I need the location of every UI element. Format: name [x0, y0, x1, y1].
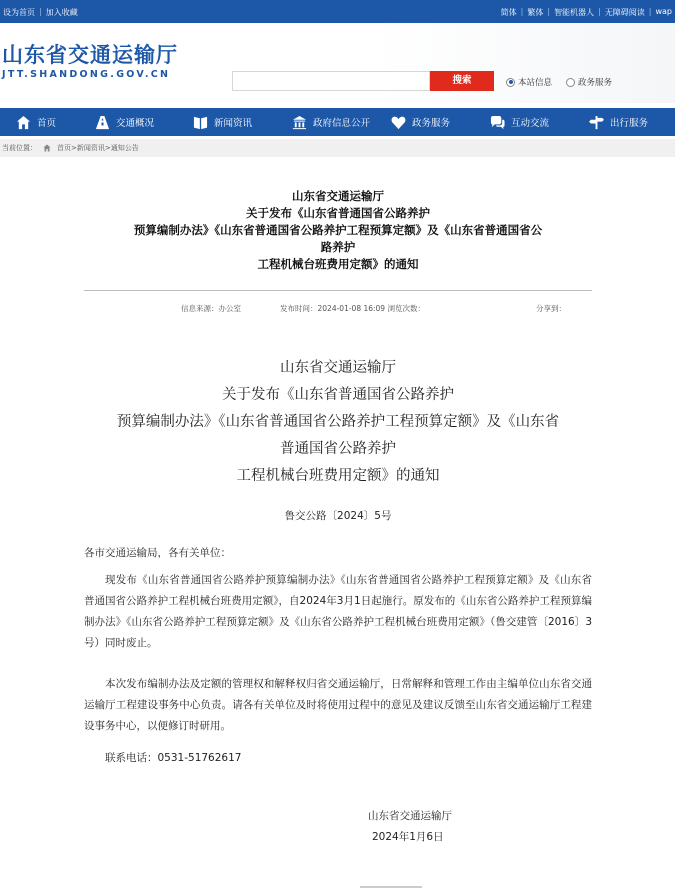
nav-home[interactable] — [16, 108, 56, 136]
accessibility-link[interactable]: 无障碍阅读 — [604, 8, 645, 17]
nav-label: 新闻资讯 — [214, 118, 253, 129]
breadcrumb — [0, 139, 675, 157]
info-source: 信息来源：办公室 — [181, 304, 241, 313]
separator: | — [598, 7, 601, 16]
site-logo-subtitle: JTT.SHANDONG.GOV.CN — [2, 69, 171, 80]
radio-checked-icon — [506, 78, 515, 87]
heart-icon — [391, 115, 406, 130]
radio-label: 本站信息 — [518, 78, 553, 88]
paragraph-1: 现发布《山东省普通国省公路养护预算编制办法》《山东省普通国省公路养护工程预算定额》及《山东省普通国省公路养护工程机械台班费用定额》，自2024年3月1日起施行。原发布的《山东省公路养护工程预算编制办法》《山东省公路养护工程预算定额》及《山东省公路养护工程机械台班费用定额》（鲁交建管〔2016〕3号）同时废止。 — [84, 574, 592, 649]
search-button[interactable]: 搜索 — [430, 71, 494, 91]
robot-link[interactable]: 智能机器人 — [554, 8, 595, 17]
search-input[interactable] — [232, 71, 430, 91]
document-title-line: 普通国省公路养护 — [280, 441, 396, 457]
document-title-line: 工程机械台班费用定额》的通知 — [236, 468, 440, 484]
nav-news[interactable] — [193, 108, 252, 136]
document-title-line: 关于发布《山东省普通国省公路养护 — [222, 387, 454, 403]
article-title-line: 工程机械台班费用定额》的通知 — [257, 257, 419, 271]
radio-label: 政务服务 — [578, 78, 613, 88]
main-nav — [0, 108, 675, 136]
article-title-line: 山东省交通运输厅 — [292, 189, 384, 203]
paragraph-2: 本次发布编制办法及定额的管理权和解释权归省交通运输厅，日常解释和管理工作由主编单位山东省交通运输厅工程建设事务中心负责。请各有关单位及时将使用过程中的意见及建议反馈至山东省交通运输厅工程建设事务中心，以便修订时研用。 — [84, 678, 592, 732]
title-divider — [84, 290, 592, 291]
publish-time: 发布时间：2024-01-08 16:09 浏览次数： — [280, 304, 425, 313]
article-title-line: 路养护 — [320, 240, 356, 254]
document-title-line: 山东省交通运输厅 — [280, 360, 396, 376]
book-icon — [193, 115, 208, 130]
document-title — [84, 355, 592, 490]
nav-label: 首页 — [37, 118, 57, 129]
signpost-icon — [589, 115, 604, 130]
nav-label: 出行服务 — [610, 118, 649, 129]
nav-label: 政务服务 — [412, 118, 451, 129]
separator: | — [39, 7, 42, 16]
radio-unchecked-icon — [566, 78, 575, 87]
top-bar — [0, 0, 675, 23]
add-favorite-link[interactable]: 加入收藏 — [45, 8, 78, 17]
article-title-line: 预算编制办法》《山东省普通国省公路养护工程预算定额》及《山东省普通国省公 — [133, 223, 543, 237]
separator: | — [648, 7, 652, 16]
header-background — [375, 23, 675, 103]
site-logo-title[interactable]: 山东省交通运输厅 — [2, 43, 178, 67]
salutation: 各市交通运输局，各有关单位： — [84, 547, 231, 559]
nav-label: 交通概况 — [116, 118, 155, 129]
breadcrumb-label: 当前位置： — [2, 144, 37, 152]
building-icon — [292, 115, 307, 130]
article-title — [84, 188, 592, 273]
article-title-line: 关于发布《山东省普通国省公路养护 — [246, 206, 430, 220]
set-homepage-link[interactable]: 设为首页 — [3, 8, 35, 17]
nav-travel-service[interactable] — [589, 108, 648, 136]
nav-gov-info[interactable] — [292, 108, 370, 136]
site-header — [0, 23, 675, 103]
chat-icon — [490, 115, 505, 130]
simplified-link[interactable]: 简体 — [500, 8, 517, 17]
document-title-line: 预算编制办法》《山东省普通国省公路养护工程预算定额》及《山东省 — [116, 414, 560, 430]
nav-label: 政府信息公开 — [313, 118, 371, 129]
traditional-link[interactable]: 繁体 — [527, 8, 544, 17]
document-number: 鲁交公路〔2024〕5号 — [284, 510, 392, 522]
road-icon — [95, 115, 110, 130]
nav-label: 互动交流 — [511, 118, 550, 129]
signature-org: 山东省交通运输厅 — [368, 810, 452, 822]
home-icon — [16, 115, 31, 130]
nav-traffic-overview[interactable] — [95, 108, 154, 136]
home-icon — [43, 144, 51, 152]
radio-site-info[interactable] — [506, 76, 552, 88]
separator: | — [547, 7, 551, 16]
separator: | — [520, 7, 524, 16]
nav-interaction[interactable] — [490, 108, 549, 136]
contact-phone: 联系电话：0531-51762617 — [105, 752, 242, 764]
signature-date: 2024年1月6日 — [372, 831, 444, 843]
breadcrumb-path[interactable]: 首页>新闻资讯>通知公告 — [57, 144, 139, 152]
nav-gov-service[interactable] — [391, 108, 450, 136]
radio-gov-service[interactable] — [566, 76, 612, 88]
wap-link[interactable]: wap — [655, 7, 672, 16]
share-label: 分享到： — [536, 304, 566, 313]
